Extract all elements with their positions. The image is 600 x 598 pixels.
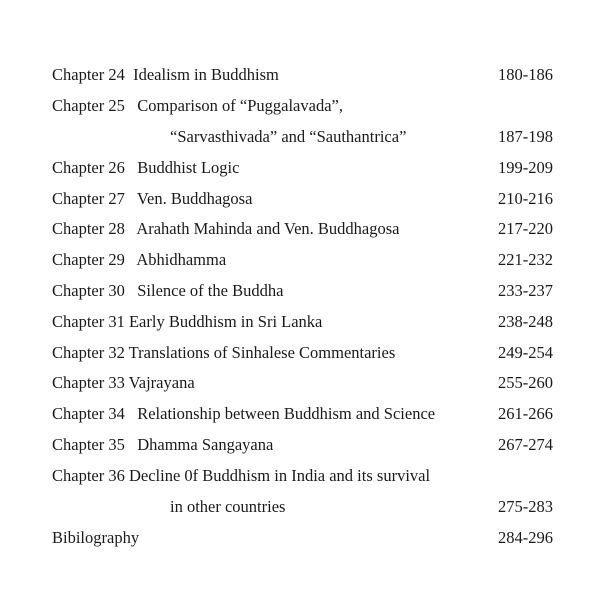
page-range: 249-254 [498,343,553,362]
page-range: 180-186 [498,65,553,84]
chapter-title: Chapter 25 Comparison of “Puggalavada”, [52,96,343,115]
toc-entry-chapter-25 [0,95,600,117]
chapter-title: Chapter 34 Relationship between Buddhism and Science [52,404,436,423]
toc-entry-chapter-29 [0,249,600,271]
chapter-title: Bibilography [52,528,140,547]
page-range: 187-198 [498,127,553,146]
page-range: 238-248 [498,312,553,331]
chapter-title: Chapter 26 Buddhist Logic [52,158,240,177]
chapter-title: Chapter 24 Idealism in Buddhism [52,65,279,84]
toc-entry-bibliography [0,527,600,549]
chapter-title: Chapter 31 Early Buddhism in Sri Lanka [52,312,323,331]
page-range: 221-232 [498,250,553,269]
chapter-title: Chapter 33 Vajrayana [52,373,195,392]
page-range: 261-266 [498,404,553,423]
page-range: 233-237 [498,281,553,300]
chapter-title-continuation: “Sarvasthivada” and “Sauthantrica” [170,127,407,146]
toc-entry-chapter-24 [0,64,600,86]
page-range: 210-216 [498,189,553,208]
chapter-title-continuation: in other countries [170,497,286,516]
page-range: 255-260 [498,373,553,392]
page-range: 217-220 [498,219,553,238]
toc-entry-chapter-25-continued [0,126,600,148]
chapter-title: Chapter 28 Arahath Mahinda and Ven. Buddhagosa [52,219,400,238]
chapter-title: Chapter 36 Decline 0f Buddhism in India and its survival [52,466,431,485]
chapter-title: Chapter 35 Dhamma Sangayana [52,435,274,454]
toc-entry-chapter-36-continued [0,496,600,518]
page-range: 267-274 [498,435,553,454]
toc-entry-chapter-33 [0,372,600,394]
toc-entry-chapter-26 [0,157,600,179]
toc-entry-chapter-27 [0,188,600,210]
chapter-title: Chapter 32 Translations of Sinhalese Commentaries [52,343,396,362]
toc-entry-chapter-30 [0,280,600,302]
page-range: 284-296 [498,528,553,547]
page-range: 275-283 [498,497,553,516]
toc-entry-chapter-35 [0,434,600,456]
toc-entry-chapter-31 [0,311,600,333]
toc-entry-chapter-36 [0,465,600,487]
toc-entry-chapter-32 [0,342,600,364]
toc-entry-chapter-34 [0,403,600,425]
chapter-title: Chapter 29 Abhidhamma [52,250,227,269]
chapter-title: Chapter 30 Silence of the Buddha [52,281,284,300]
chapter-title: Chapter 27 Ven. Buddhagosa [52,189,253,208]
toc-entry-chapter-28 [0,218,600,240]
page-range: 199-209 [498,158,553,177]
